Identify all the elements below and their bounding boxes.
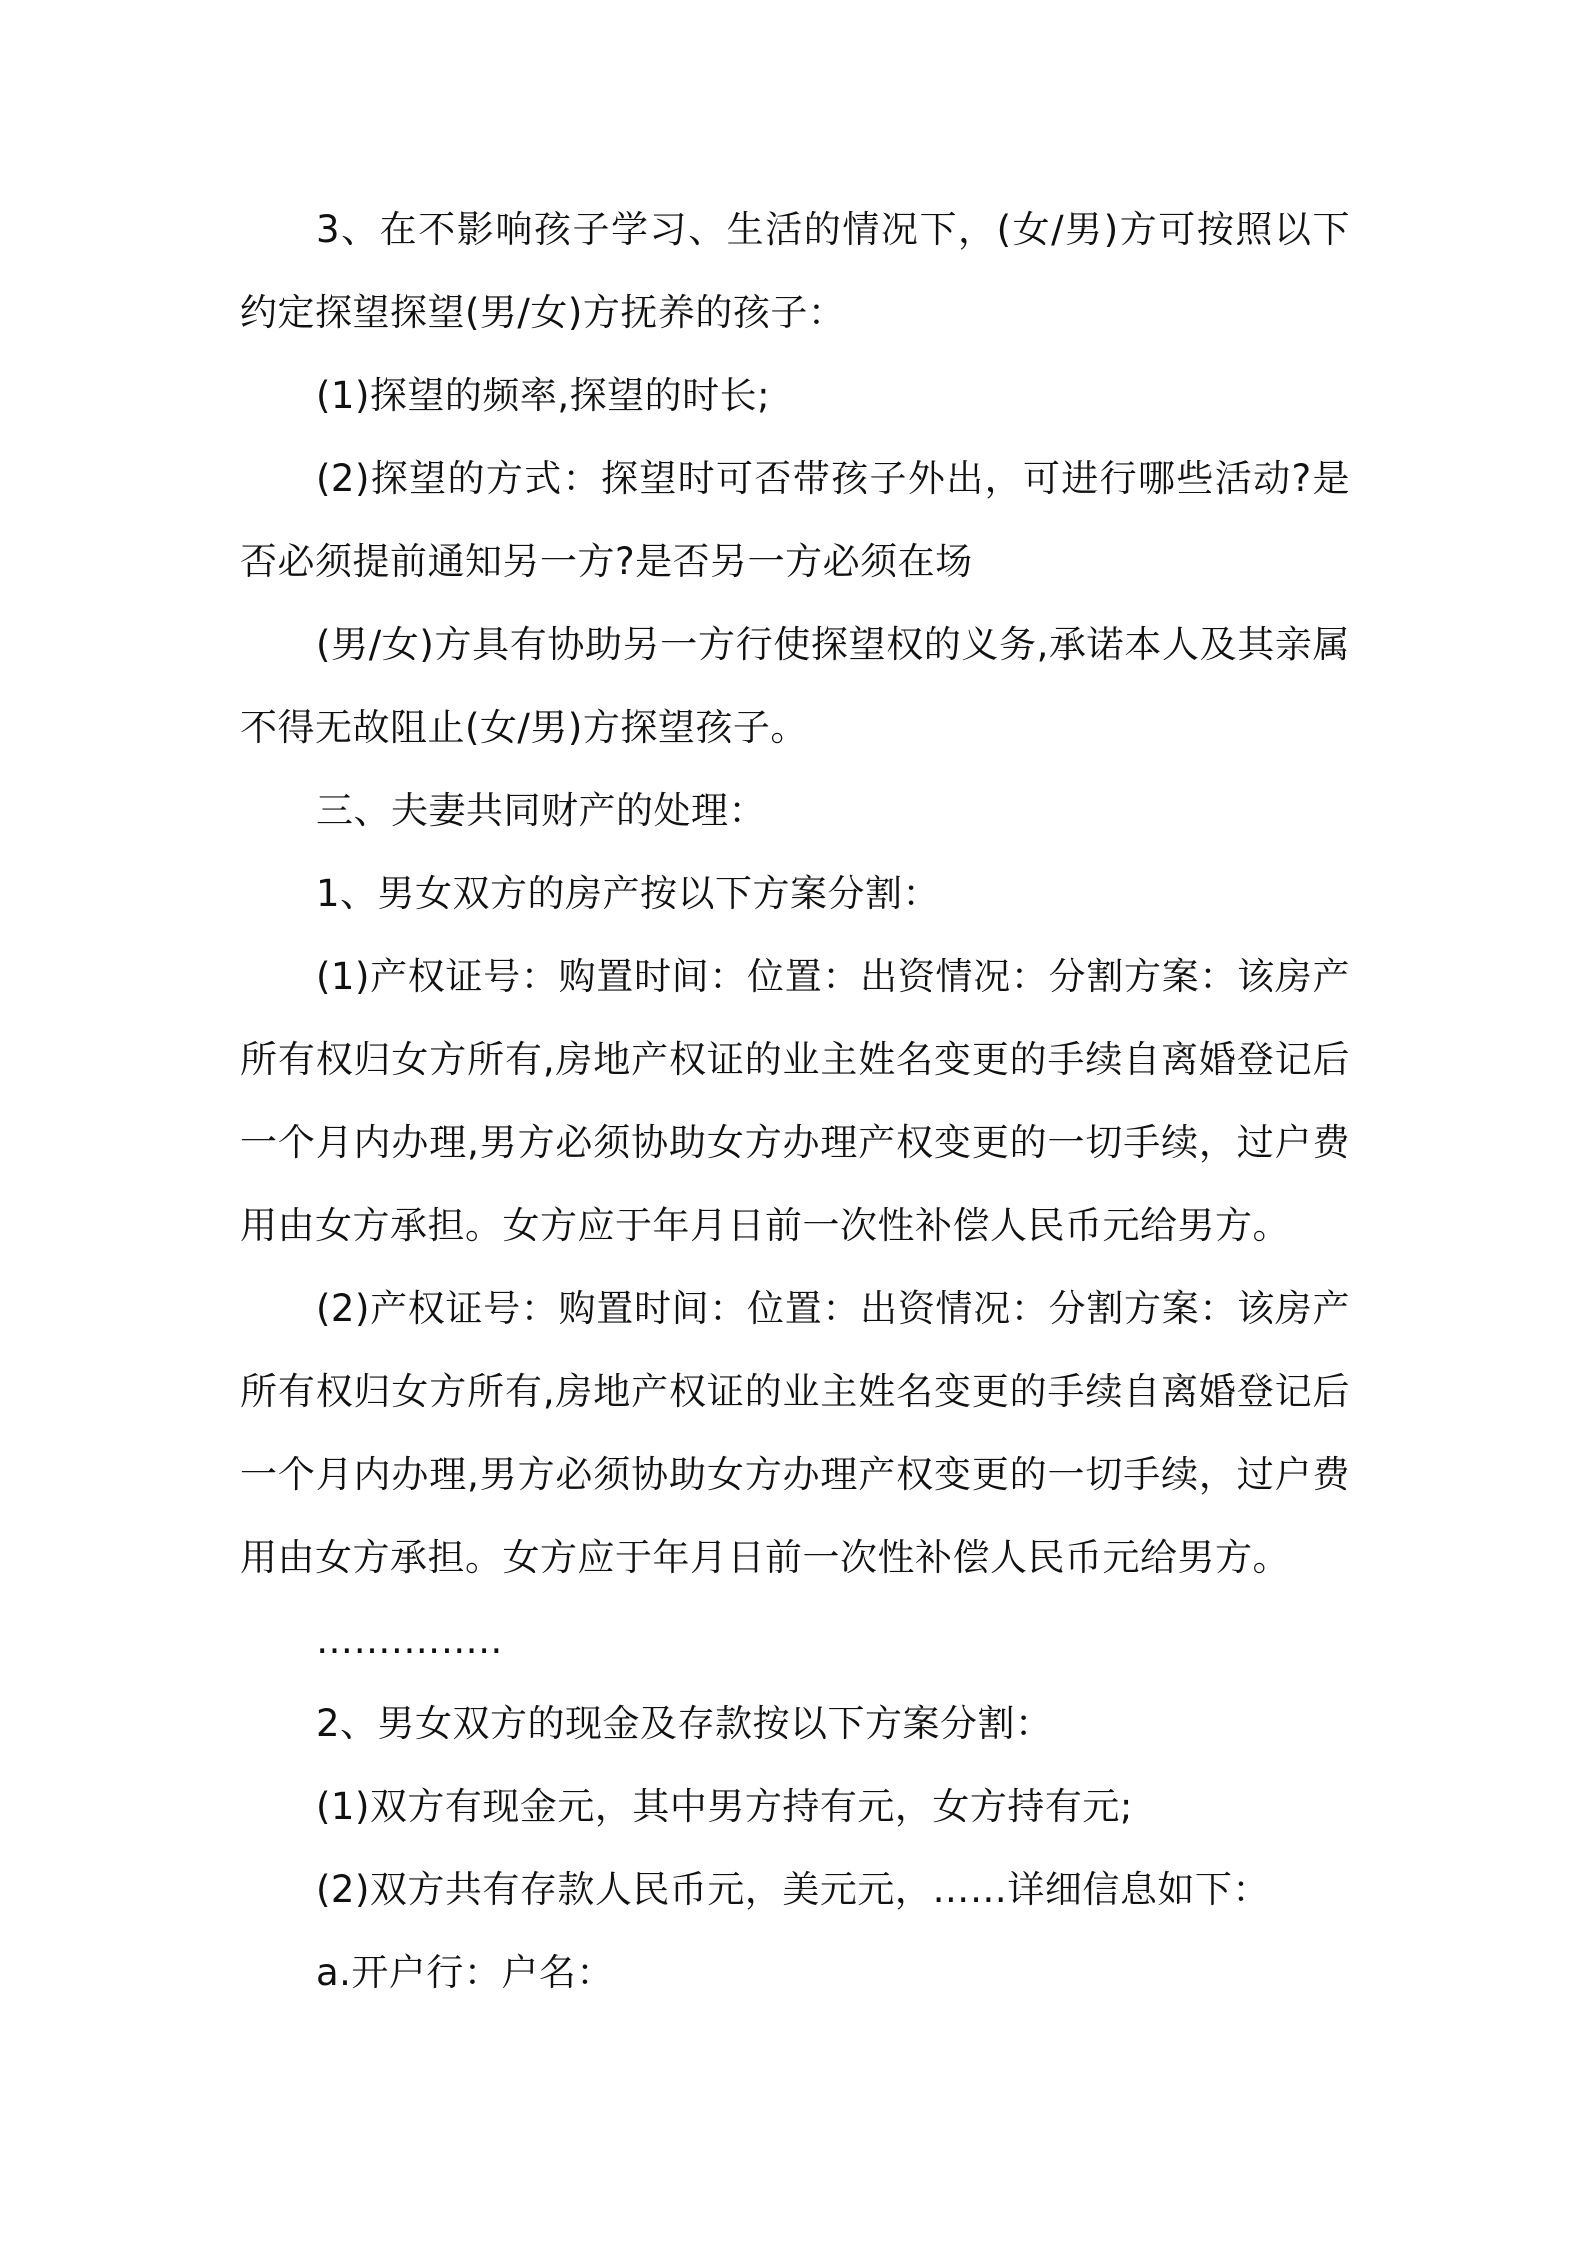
paragraph-cash-item-1: (1)双方有现金元，其中男方持有元，女方持有元; (316, 1785, 1133, 1828)
paragraph-visit-frequency: (1)探望的频率,探望的时长; (316, 374, 771, 417)
property-heading: 1、男女双方的房产按以下方案分割： (316, 872, 941, 915)
paragraph-assist-obligation: (男/女)方具有协助另一方行使探望权的义务,承诺本人及其亲属不得无故阻止(女/男)方探望孩子。 (240, 623, 1350, 749)
paragraph-visitation-terms: 3、在不影响孩子学习、生活的情况下，(女/男)方可按照以下约定探望探望(男/女)方抚养的孩子： (240, 208, 1350, 334)
paragraph-bank-account: a.开户行：户名： (316, 1951, 614, 1994)
section-three-heading: 三、夫妻共同财产的处理： (316, 789, 766, 832)
document-body (240, 188, 1350, 2014)
ellipsis-line: …….…….. (316, 1619, 503, 1662)
paragraph-property-item-2: (2)产权证号：购置时间：位置：出资情况：分割方案：该房产所有权归女方所有,房地产权证的业主姓名变更的手续自离婚登记后一个月内办理,男方必须协助女方办理产权变更的一切手续，过户费用由女方承担。女方应于年月日前一次性补偿人民币元给男方。 (240, 1287, 1350, 1579)
paragraph-property-item-1: (1)产权证号：购置时间：位置：出资情况：分割方案：该房产所有权归女方所有,房地产权证的业主姓名变更的手续自离婚登记后一个月内办理,男方必须协助女方办理产权变更的一切手续，过户费用由女方承担。女方应于年月日前一次性补偿人民币元给男方。 (240, 955, 1350, 1247)
paragraph-cash-item-2: (2)双方共有存款人民币元，美元元，……详细信息如下： (316, 1868, 1270, 1911)
paragraph-visit-method: (2)探望的方式：探望时可否带孩子外出，可进行哪些活动?是否必须提前通知另一方?是否另一方必须在场 (240, 457, 1350, 583)
cash-heading: 2、男女双方的现金及存款按以下方案分割： (316, 1702, 1053, 1745)
